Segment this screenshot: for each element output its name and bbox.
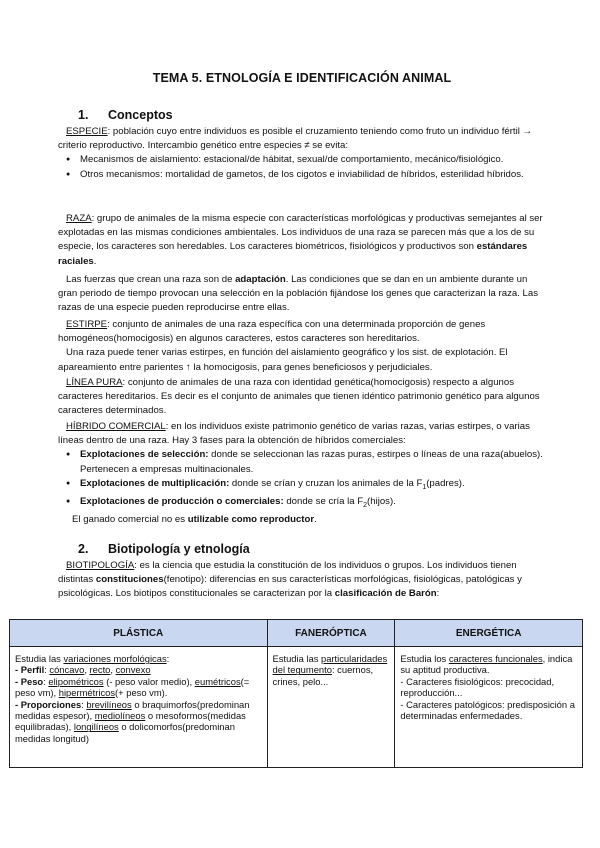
especie-definition: ESPECIE: población cuyo entre individuos es posible el cruzamiento teniendo como fruto un individuo fértil → criterio reproductivo. Intercambio genético entre especies ≠ se evita: ● Mecanismos de aislamiento: estacional/de hábitat, sexual/de comportamiento, mecánico/fisiológico. ● Otros mecanismos: mortalidad de gametos, de los cigotos e inviabilidad de híbridos, esterilidad híbridos. <box>58 125 546 182</box>
header-energetica: ENERGÉTICA <box>395 620 583 647</box>
hibrido-definition: HÍBRIDO COMERCIAL: en los individuos existe patrimonio genético de varias razas, varias estirpes, o varias líneas dentro de una raza. Hay 3 fases para la obtención de híbridos comerciales: ● Explotaciones de selección: donde se seleccionan las razas puras, estirpes o líneas de una raza(abuelos). Pertenecen a empresas multinacionales. ● Explotaciones de multiplicación: donde se crían y cruzan los animales de la $F_1(padres)$. ● Explotaciones de producción o comerciales: donde se cría la $F_2(hijos)$. El ganado comercial no es utilizable como reproductor. <box>58 420 546 527</box>
section-heading-conceptos: 1. Conceptos <box>78 108 173 122</box>
especie-bullet-list <box>58 153 546 181</box>
table-row <box>10 647 583 768</box>
header-faneroptica: FANERÓPTICA <box>267 620 395 647</box>
baron-classification-table <box>9 619 583 768</box>
list-item: ● Mecanismos de aislamiento: estacional/de hábitat, sexual/de comportamiento, mecánico/fisiológico. <box>80 153 546 167</box>
cell-plastica: Estudia las variaciones morfológicas: - Perfil: cóncavo, recto, convexo - Peso: elipométricos (- peso valor medio), eumétricos(= peso vm), hipermétricos(+ peso vm). - Proporciones: brevilíneos o braquimorfos(predominan medidas espesor), mediolíneos o mesoformos(medidas equilibradas), longilíneos o dolicomorfos(predominan medidas longitud) <box>10 647 268 768</box>
cell-energetica: Estudia los caracteres funcionales, indica su aptitud productiva. - Caracteres fisiológicos: precocidad, reproducción... - Caracteres patológicos: predisposición a determinadas enfermedades. <box>395 647 583 768</box>
linea-pura-definition: LÍNEA PURA: conjunto de animales de una raza con identidad genética(homocigosis) respecto a algunos caracteres hereditarios. Es decir es el conjunto de animales que tienen idéntico patrimonio genético para algunos caracteres determinados. <box>58 377 540 417</box>
header-plastica: PLÁSTICA <box>10 620 268 647</box>
list-item: ● Explotaciones de producción o comerciales: donde se cría la $F_2(hijos)$. <box>80 495 546 513</box>
table-header-row <box>10 620 583 647</box>
cell-faneroptica: Estudia las particularidades del tegumento: cuernos, crines, pelo... <box>267 647 395 768</box>
estirpe-definition: ESTIRPE: conjunto de animales de una raza específica con una determinada proporción de genes homogéneos(homocigosis) en algunos caracteres, estos caracteres son hereditarios. Una raza puede tener varias estirpes, en función del aislamiento geográfico y los sist. de explotación. El apareamiento entre parientes ↑ la homocigosis, para genes beneficiosos y perjudiciales. <box>58 319 508 373</box>
biotipologia-definition: BIOTIPOLOGÍA: es la ciencia que estudia la constitución de los individuos o grupos. Los individuos tienen distintas constituciones(fenotipo): diferencias en sus características morfológicas, fisiológicas, patológicas y psicológicas. Los biotipos constitucionales se caracterizan por la clasificación de Barón: <box>58 560 522 600</box>
list-item: ● Explotaciones de selección: donde se seleccionan las razas puras, estirpes o líneas de una raza(abuelos). Pertenecen a empresas multinacionales. <box>80 448 546 476</box>
section-heading-biotipologia: 2. Biotipología y etnología <box>78 542 250 556</box>
page-title: TEMA 5. ETNOLOGÍA E IDENTIFICACIÓN ANIMAL <box>152 71 452 85</box>
list-item: ● Explotaciones de multiplicación: donde se crían y cruzan los animales de la $F_1(padres)$. <box>80 477 546 495</box>
raza-definition: RAZA: grupo de animales de la misma especie con características morfológicas y productivas semejantes al ser explotadas en las mismas condiciones ambientales. Los individuos de una raza se parecen más que a los de su especie, los caracteres son heredables. Los caracteres biométricos, fisiológicos y productivos son estándares raciales. <box>58 213 543 267</box>
adaptacion-paragraph: Las fuerzas que crean una raza son de adaptación. Las condiciones que se dan en un ambiente durante un gran periodo de tiempo provocan una selección en la población fijándose los genes que caracterizan la raza. Las razas de una especie pueden reproducirse entre ellas. <box>58 274 538 314</box>
hibrido-phase-list <box>58 448 546 513</box>
list-item: ● Otros mecanismos: mortalidad de gametos, de los cigotos e inviabilidad de híbridos, esterilidad híbridos. <box>80 168 546 182</box>
